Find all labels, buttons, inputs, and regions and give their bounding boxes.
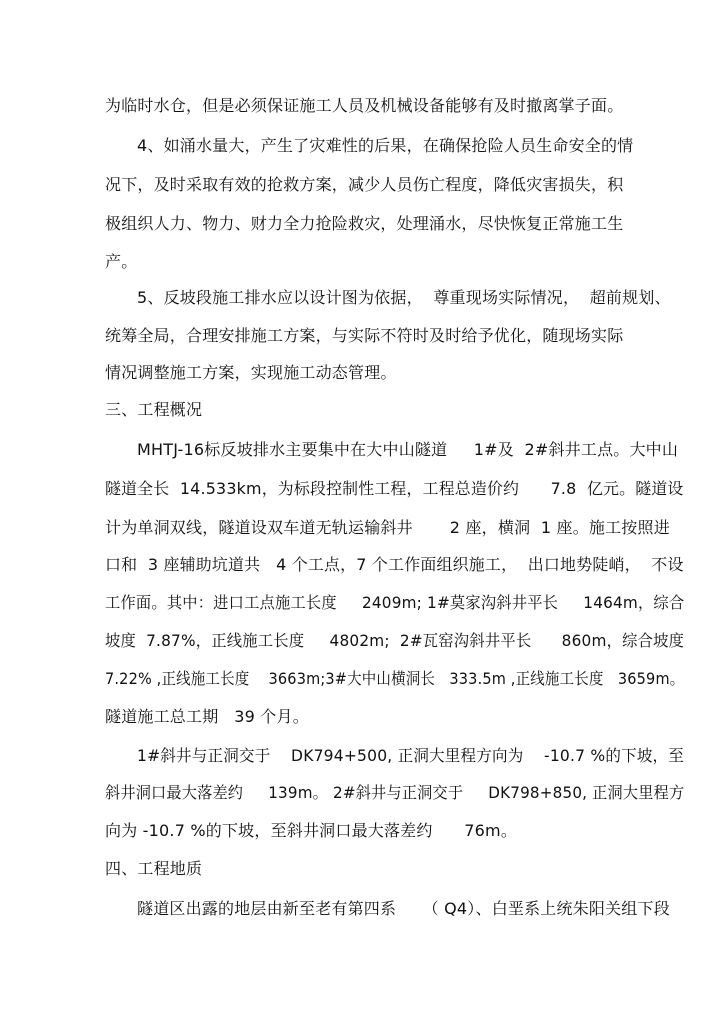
section-heading: 四、工程地质 <box>105 859 203 878</box>
text-line: 5、反坡段施工排水应以设计图为依据， 尊重现场实际情况， 超前规划、 <box>137 288 671 307</box>
text-line: 极组织人力、物力、财力全力抢险救灾，处理涌水，尽快恢复正常施工生 <box>105 214 624 233</box>
text-line: 4、如涌水量大，产生了灾难性的后果，在确保抢险人员生命安全的情 <box>137 136 634 155</box>
text-line: 坡度 7.87%，正线施工长度 4802m; 2#瓦窑沟斜井平长 860m，综合坡度 <box>105 631 685 650</box>
text-line: 口和 3 座辅助坑道共 4 个工点，7 个工作面组织施工， 出口地势陡峭， 不设 <box>105 555 684 574</box>
text-line: MHTJ-16标反坡排水主要集中在大中山隧道 1#及 2#斜井工点。大中山 <box>137 440 679 459</box>
text-line: 斜井洞口最大落差约 139m。 2#斜井与正洞交于 DK798+850, 正洞大里程方 <box>105 783 685 802</box>
text-line: 为临时水仓，但是必须保证施工人员及机械设备能够有及时撤离掌子面。 <box>105 96 624 115</box>
text-line: 隧道全长 14.533km，为标段控制性工程，工程总造价约 7.8 亿元。隧道设 <box>105 479 684 498</box>
text-line: 向为 -10.7 %的下坡，至斜井洞口最大落差约 76m。 <box>105 821 518 840</box>
text-line: 统筹全局，合理安排施工方案，与实际不符时及时给予优化，随现场实际 <box>105 326 624 345</box>
text-line: 隧道区出露的地层由新至老有第四系 （ Q4）、白垩系上统朱阳关组下段 <box>137 899 670 918</box>
text-line: 工作面。其中：进口工点施工长度 2409m; 1#莫家沟斜井平长 1464m，综合 <box>105 593 685 612</box>
text-line: 7.22% ,正线施工长度 3663m;3#大中山横洞长 333.5m ,正线施工长度 3659m。 <box>105 669 685 688</box>
section-heading: 三、工程概况 <box>105 400 203 419</box>
text-line: 况下，及时采取有效的抢救方案，减少人员伤亡程度，降低灾害损失，积 <box>105 175 624 194</box>
text-line: 隧道施工总工期 39 个月。 <box>105 707 309 726</box>
text-line: 1#斜井与正洞交于 DK794+500, 正洞大里程方向为 -10.7 %的下坡，至 <box>137 746 685 765</box>
text-line: 情况调整施工方案，实现施工动态管理。 <box>105 363 397 382</box>
text-line: 产。 <box>105 252 138 271</box>
text-line: 计为单洞双线，隧道设双车道无轨运输斜井 2 座，横洞 1 座。施工按照进 <box>105 518 670 537</box>
